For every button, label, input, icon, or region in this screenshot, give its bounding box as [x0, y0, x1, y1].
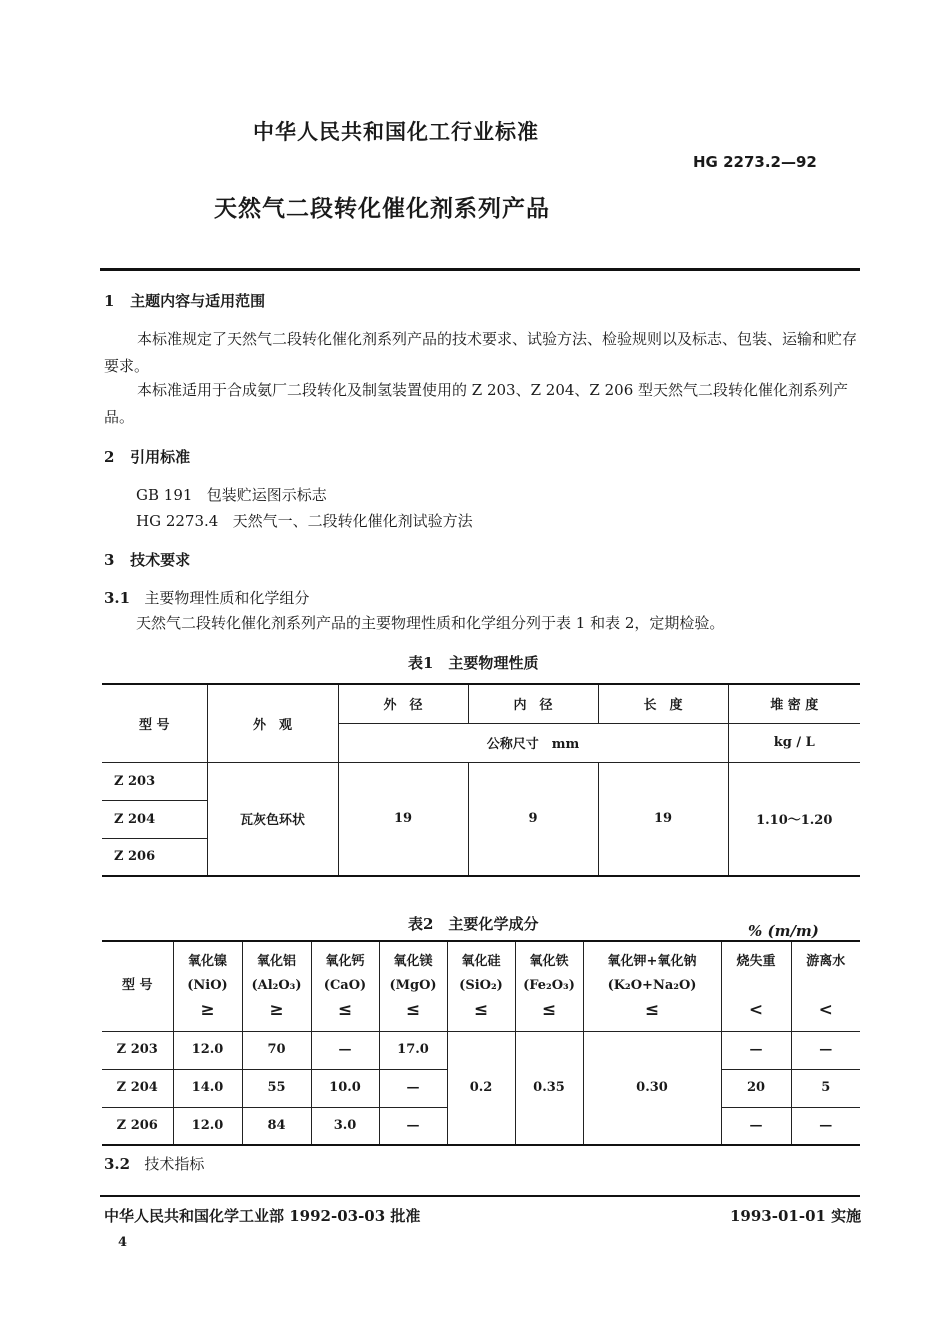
- section-3-heading: [104, 549, 190, 570]
- reference-item: [136, 510, 473, 531]
- title-rule: [100, 268, 860, 271]
- section-3-number: 3: [104, 551, 115, 569]
- header-density-unit: kg / L: [728, 723, 860, 762]
- standard-code: HG 2273.2—92: [693, 153, 817, 171]
- length-cell: 19: [598, 762, 728, 876]
- approval-statement: 中华人民共和国化学工业部 1992-03-03 批准: [104, 1207, 421, 1225]
- footer-rule: [100, 1195, 860, 1197]
- mgo-cell: —: [379, 1107, 447, 1145]
- header-k2o-na2o: 氧化钾+氧化钠 (K₂O+Na₂O) ≤: [583, 941, 721, 1031]
- header-al2o3: 氧化铝 (Al₂O₃) ≥: [242, 941, 311, 1031]
- header-appearance: 外 观: [207, 684, 338, 762]
- section-1-paragraph-1: 本标准规定了天然气二段转化催化剂系列产品的技术要求、试验方法、检验规则以及标志、包装、运输和贮存要求。: [104, 330, 858, 375]
- section-1-title: 主题内容与适用范围: [130, 292, 266, 310]
- al2o3-cell: 84: [242, 1107, 311, 1145]
- header-cao: 氧化钙 (CaO) ≤: [311, 941, 379, 1031]
- model-cell: Z 206: [102, 838, 207, 876]
- nio-cell: 14.0: [173, 1069, 242, 1107]
- water-cell: —: [791, 1107, 860, 1145]
- subsection-3-1-heading: [104, 587, 309, 608]
- mgo-cell: 17.0: [379, 1031, 447, 1069]
- subsection-3-1-title: 主要物理性质和化学组分: [144, 589, 310, 607]
- subsection-3-2-number: 3.2: [104, 1155, 131, 1173]
- section-3-title: 技术要求: [130, 551, 191, 569]
- nio-cell: 12.0: [173, 1031, 242, 1069]
- cao-cell: 3.0: [311, 1107, 379, 1145]
- section-2-title: 引用标准: [130, 448, 191, 466]
- industry-standard-heading: 中华人民共和国化工行业标准: [253, 119, 539, 144]
- table-1-physical-properties: [102, 683, 860, 877]
- nio-cell: 12.0: [173, 1107, 242, 1145]
- table-2-chemical-composition: [102, 940, 860, 1146]
- header-inner-diameter: 内 径: [468, 684, 598, 723]
- cao-cell: 10.0: [311, 1069, 379, 1107]
- header-bulk-density: 堆 密 度: [728, 684, 860, 723]
- model-cell: Z 203: [102, 1031, 173, 1069]
- subsection-3-1-text: 天然气二段转化催化剂系列产品的主要物理性质和化学组分列于表 1 和表 2，定期检验。: [136, 614, 725, 632]
- header-sio2: 氧化硅 (SiO₂) ≤: [447, 941, 515, 1031]
- model-cell: Z 203: [102, 762, 207, 800]
- header-loss-on-ignition: 烧失重 <: [721, 941, 791, 1031]
- header-nominal-size: 公称尺寸 mm: [338, 723, 728, 762]
- header-free-water: 游离水 <: [791, 941, 860, 1031]
- appearance-cell: 瓦灰色环状: [207, 762, 338, 876]
- section-1-number: 1: [104, 292, 115, 310]
- header-mgo: 氧化镁 (MgO) ≤: [379, 941, 447, 1031]
- al2o3-cell: 55: [242, 1069, 311, 1107]
- density-cell: 1.10～1.20: [728, 762, 860, 876]
- reference-item: [136, 484, 327, 505]
- header-model: 型 号: [102, 684, 207, 762]
- cao-cell: —: [311, 1031, 379, 1069]
- subsection-3-2-title: 技术指标: [144, 1155, 205, 1173]
- inner-diameter-cell: 9: [468, 762, 598, 876]
- section-1-paragraph-2: 本标准适用于合成氨厂二段转化及制氢装置使用的 Z 203、Z 204、Z 206 型天然气二段转化催化剂系列产品。: [104, 381, 849, 426]
- table-1-caption: 表1 主要物理性质: [408, 654, 539, 672]
- loss-cell: —: [721, 1031, 791, 1069]
- page-number: 4: [118, 1235, 128, 1250]
- fe2o3-cell: 0.35: [515, 1031, 583, 1145]
- reference-name: 天然气一、二段转化催化剂试验方法: [232, 512, 473, 530]
- reference-code: GB 191: [136, 486, 193, 504]
- header-outer-diameter: 外 径: [338, 684, 468, 723]
- section-2-heading: [104, 446, 190, 467]
- document-title: 天然气二段转化催化剂系列产品: [214, 195, 550, 222]
- outer-diameter-cell: 19: [338, 762, 468, 876]
- header-length: 长 度: [598, 684, 728, 723]
- model-cell: Z 204: [102, 800, 207, 838]
- header-nio: 氧化镍 (NiO) ≥: [173, 941, 242, 1031]
- header-model: 型 号: [102, 941, 173, 1031]
- effective-date: 1993-01-01 实施: [730, 1207, 862, 1225]
- table-2-unit: % (m/m): [748, 922, 819, 940]
- k2o-na2o-cell: 0.30: [583, 1031, 721, 1145]
- section-2-number: 2: [104, 448, 115, 466]
- al2o3-cell: 70: [242, 1031, 311, 1069]
- water-cell: 5: [791, 1069, 860, 1107]
- reference-code: HG 2273.4: [136, 512, 219, 530]
- section-1-heading: [104, 290, 265, 311]
- mgo-cell: —: [379, 1069, 447, 1107]
- sio2-cell: 0.2: [447, 1031, 515, 1145]
- table-2-caption: 表2 主要化学成分: [408, 915, 539, 933]
- model-cell: Z 206: [102, 1107, 173, 1145]
- loss-cell: 20: [721, 1069, 791, 1107]
- water-cell: —: [791, 1031, 860, 1069]
- loss-cell: —: [721, 1107, 791, 1145]
- subsection-3-1-number: 3.1: [104, 589, 131, 607]
- model-cell: Z 204: [102, 1069, 173, 1107]
- reference-name: 包装贮运图示标志: [206, 486, 327, 504]
- header-fe2o3: 氧化铁 (Fe₂O₃) ≤: [515, 941, 583, 1031]
- subsection-3-2-heading: [104, 1153, 204, 1174]
